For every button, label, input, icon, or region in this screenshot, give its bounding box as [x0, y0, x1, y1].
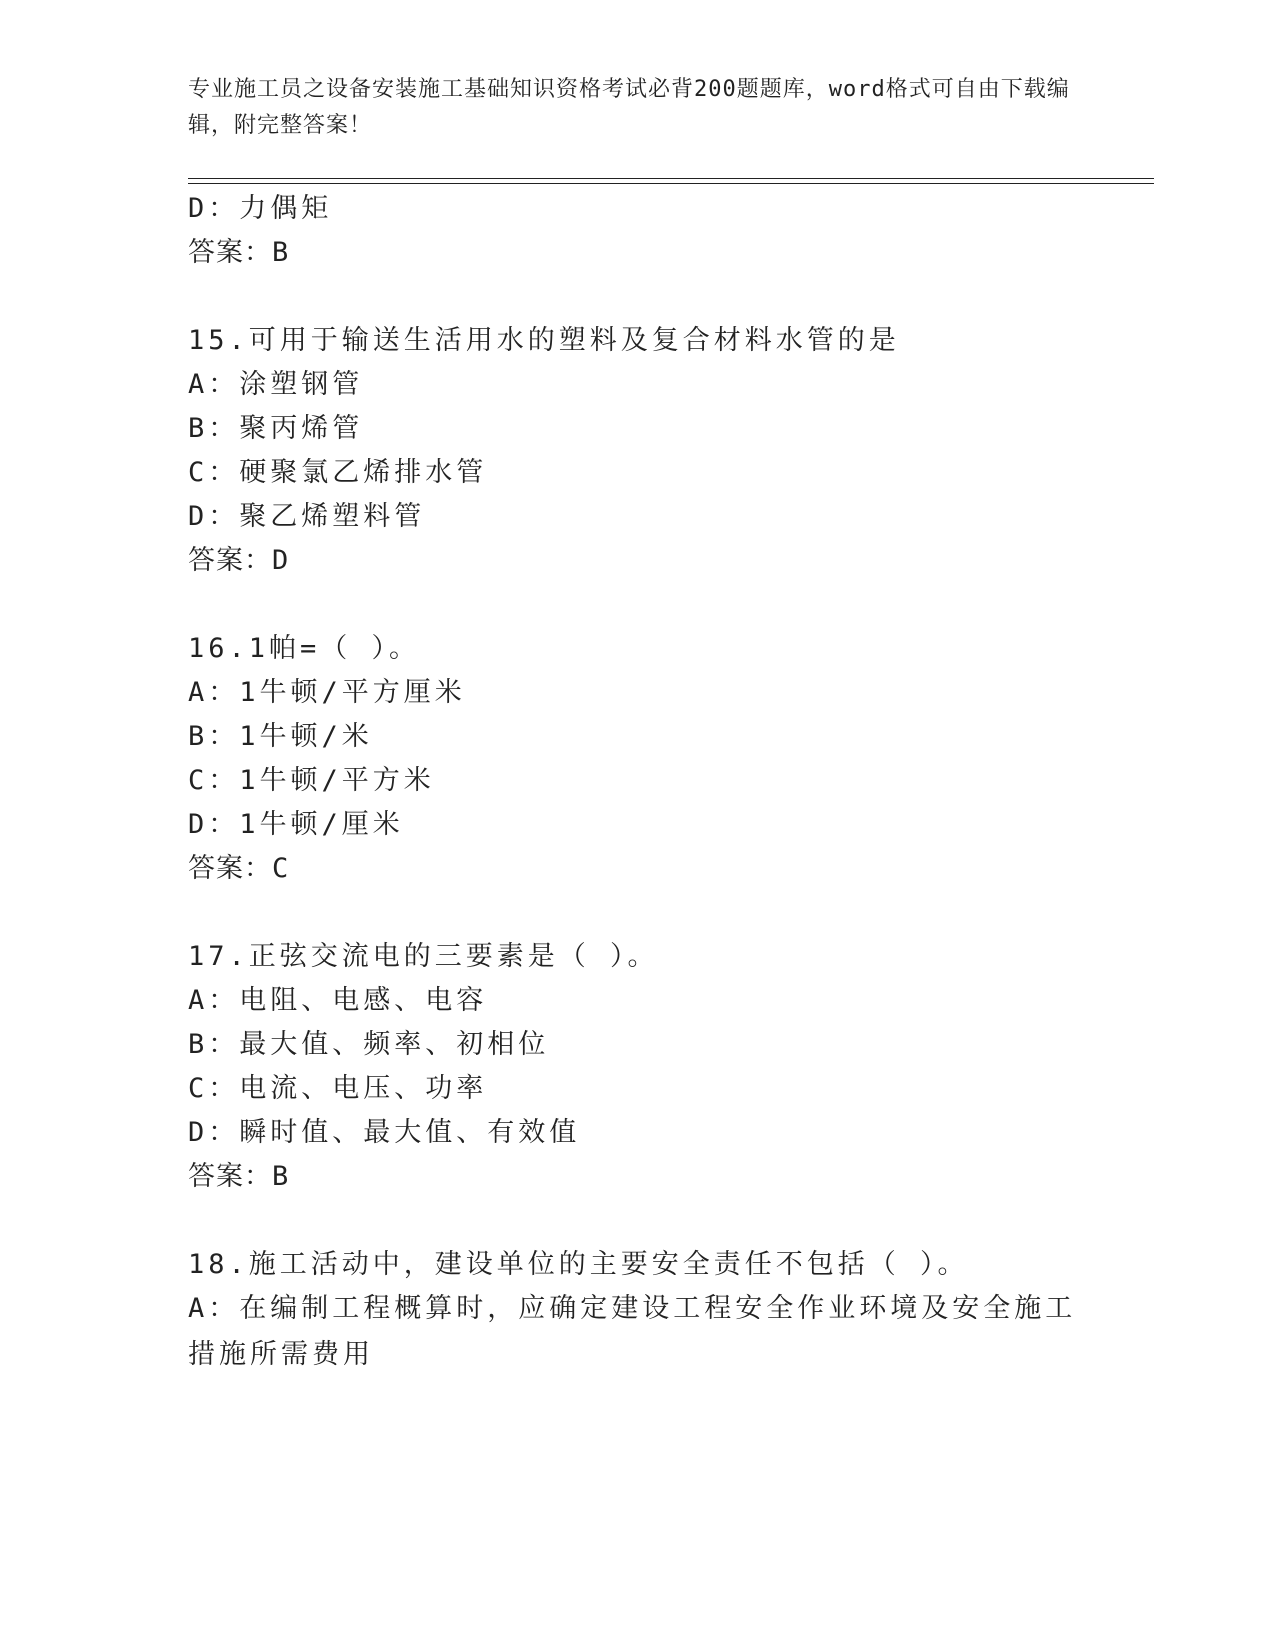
option-a: A：1牛顿/平方厘米	[188, 677, 466, 708]
option-c: C：硬聚氯乙烯排水管	[188, 457, 488, 488]
option-a: A：涂塑钢管	[188, 369, 364, 400]
option-d: D：瞬时值、最大值、有效值	[188, 1117, 581, 1148]
answer-line	[188, 1160, 289, 1194]
answer-line	[188, 852, 289, 886]
question-stem: 18.施工活动中，建设单位的主要安全责任不包括（ ）。	[188, 1249, 969, 1280]
question-stem: 17.正弦交流电的三要素是（ ）。	[188, 941, 659, 972]
answer-value: D	[272, 545, 290, 576]
option-b: B：聚丙烯管	[188, 413, 364, 444]
question-stem: 16.1帕=（ ）。	[188, 633, 421, 664]
option-c: C：电流、电压、功率	[188, 1073, 488, 1104]
answer-label: 答案：	[188, 545, 272, 576]
document-header: 专业施工员之设备安装施工基础知识资格考试必背200题题库，word格式可自由下载编辑，附完整答案！	[188, 77, 1070, 138]
answer-label: 答案：	[188, 1161, 272, 1192]
option-a: A：在编制工程概算时，应确定建设工程安全作业环境及安全施工措施所需费用	[188, 1293, 1077, 1370]
header-divider-bottom	[188, 183, 1154, 184]
option-b: B：最大值、频率、初相位	[188, 1029, 550, 1060]
answer-value: B	[272, 237, 290, 268]
option-b: B：1牛顿/米	[188, 721, 373, 752]
answer-line	[188, 544, 289, 578]
answer-line	[188, 236, 289, 270]
option-d: D：聚乙烯塑料管	[188, 501, 426, 532]
answer-value: C	[272, 853, 290, 884]
header-divider-top	[188, 178, 1154, 179]
option-d: D：力偶矩	[188, 193, 333, 224]
question-stem: 15.可用于输送生活用水的塑料及复合材料水管的是	[188, 325, 900, 356]
answer-label: 答案：	[188, 237, 272, 268]
answer-label: 答案：	[188, 853, 272, 884]
option-a: A：电阻、电感、电容	[188, 985, 488, 1016]
option-c: C：1牛顿/平方米	[188, 765, 435, 796]
answer-value: B	[272, 1161, 290, 1192]
option-d: D：1牛顿/厘米	[188, 809, 404, 840]
